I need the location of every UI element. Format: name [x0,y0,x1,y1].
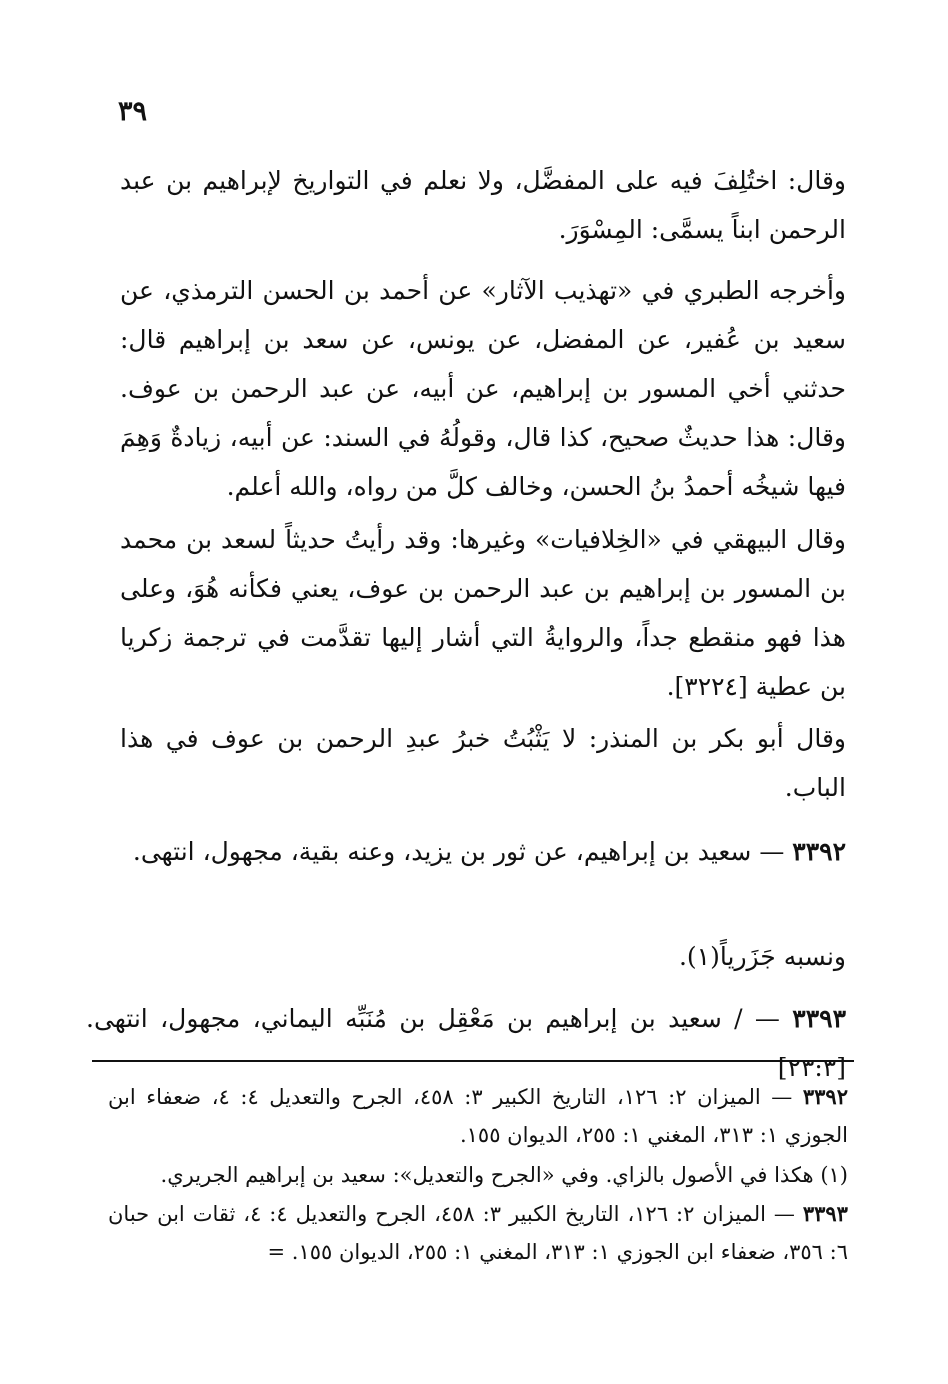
footnote-3392 [108,1078,848,1154]
footnote-1-text: هكذا في الأصول بالزاي. وفي «الجرح والتعديل»: سعيد بن إبراهيم الجريري. [160,1163,814,1187]
paragraph-2: وأخرجه الطبري في «تهذيب الآثار» عن أحمد بن الحسن الترمذي، عن سعيد بن عُفير، عن المفضل، عن يونس، عن سعد بن إبراهيم قال: حدثني أخي المسور بن إبراهيم، عن أبيه، عن عبد الرحمن بن عوف. وقال: هذا حديثٌ صحيح، كذا قال، وقولُهُ في السند: عن أبيه، زيادةٌ وَهِمَ فيها شيخُه أحمدُ بنُ الحسن، وخالف كلَّ من رواه، والله أعلم. [120,276,846,501]
paragraph-4: وقال أبو بكر بن المنذر: لا يَثْبُتُ خبرُ عبدِ الرحمن بن عوف في هذا الباب. [120,724,846,802]
entry-3392 [120,827,846,876]
footnote-1-label: (١) [820,1163,848,1187]
entry-3392-text: — سعيد بن إبراهيم، عن ثور بن يزيد، وعنه بقية، مجهول، انتهى. [132,837,785,866]
footnote-1 [108,1156,848,1194]
note-line: ونسبه جَزَرياً(١). [678,942,846,971]
entry-3392-number: ٣٣٩٢ [792,837,846,866]
footnote-3392-label: ٣٣٩٢ [802,1084,848,1109]
paragraph-3: وقال البيهقي في «الخِلافيات» وغيرها: وقد رأيتُ حديثاً لسعد بن محمد بن المسور بن إبراهيم بن عبد الرحمن بن عوف، يعني فكأنه هُوَ، وعلى هذا فهو منقطع جداً، والروايةُ التي أشار إليها تقدَّمت في ترجمة زكريا بن عطية [٣٢٢٤]. [120,525,846,701]
footnote-3392-text: — الميزان ٢: ١٢٦، التاريخ الكبير ٣: ٤٥٨، الجرح والتعديل ٤: ٤، ضعفاء ابن الجوزي ١: ٣١٣، المغني ١: ٢٥٥، الديوان ١٥٥. [108,1085,848,1147]
footnote-3393-text: — الميزان ٢: ١٢٦، التاريخ الكبير ٣: ٤٥٨، الجرح والتعديل ٤: ٤، ثقات ابن حبان ٦: ٣٥٦، ضعفاء ابن الجوزي ١: ٣١٣، المغني ١: ٢٥٥، الديوان ١٥٥. = [108,1202,848,1264]
entry-3393-number: ٣٣٩٣ [792,1004,846,1033]
page-number: ٣٩ [118,96,148,127]
footnote-divider [92,1060,854,1062]
paragraph-1: وقال: اختُلِفَ فيه على المفضَّل، ولا نعلم في التواريخ لإبراهيم بن عبد الرحمن ابناً يسمَّى: المِسْوَرَ. [120,166,846,244]
entry-3393-text: — / سعيد بن إبراهيم بن مَعْقِل بن مُنَبِّه اليماني، مجهول، انتهى. [٢٣:٣] [86,1004,846,1082]
footnote-3393-label: ٣٣٩٣ [802,1201,848,1226]
footnote-3393 [108,1195,848,1271]
